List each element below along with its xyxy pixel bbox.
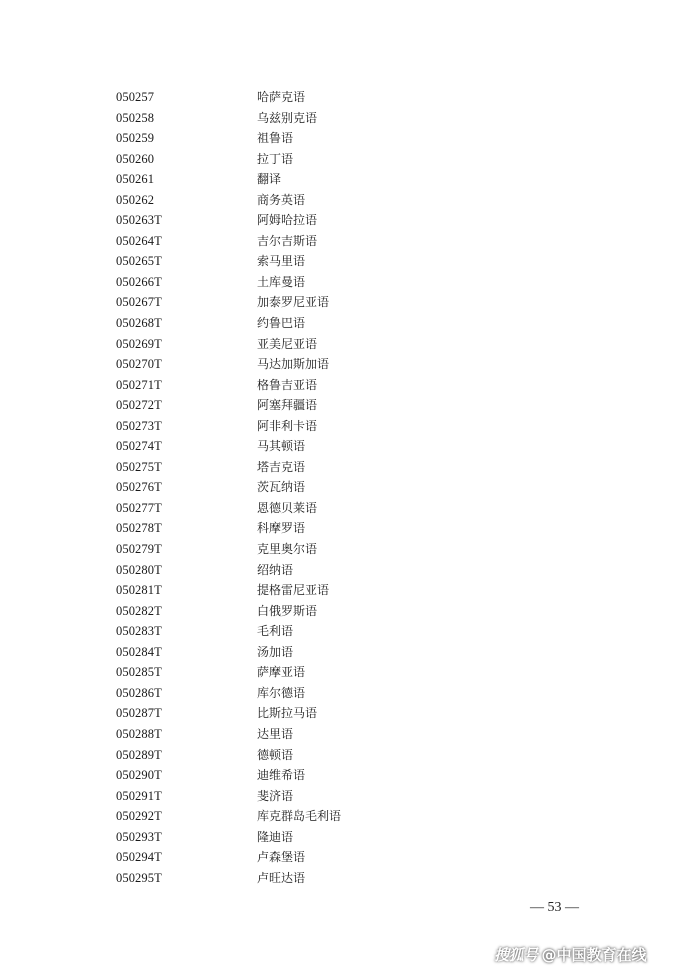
watermark [494,944,647,965]
major-code: 050262 [116,192,155,207]
list-item [0,190,690,211]
major-name: 亚美尼亚语 [257,336,318,351]
major-name: 阿姆哈拉语 [257,213,318,228]
major-code: 050260 [116,151,155,166]
major-code: 050265T [116,254,162,269]
major-name: 茨瓦纳语 [257,480,306,495]
list-item [0,108,690,129]
list-item [0,683,690,704]
major-name: 提格雷尼亚语 [257,583,330,598]
major-code: 050289T [116,747,162,762]
major-name: 科摩罗语 [257,521,306,536]
major-code: 050292T [116,809,162,824]
major-code: 050293T [116,829,162,844]
major-code: 050285T [116,665,162,680]
major-code: 050272T [116,398,162,413]
major-name: 克里奥尔语 [257,542,318,557]
major-name: 德顿语 [257,747,294,762]
list-item [0,786,690,807]
major-name: 塔吉克语 [257,459,306,474]
major-name: 卢森堡语 [257,850,306,865]
major-name: 迪维希语 [257,768,306,783]
major-name: 商务英语 [257,192,306,207]
list-item [0,827,690,848]
major-name: 哈萨克语 [257,90,306,104]
major-name: 卢旺达语 [257,870,306,885]
major-code: 050278T [116,521,162,536]
list-item [0,724,690,745]
major-code: 050257 [116,90,155,104]
major-code: 050286T [116,685,162,700]
major-code: 050261 [116,172,155,187]
major-code: 050259 [116,131,155,146]
major-code: 050271T [116,377,162,392]
major-code-list [0,87,690,888]
list-item [0,498,690,519]
list-item [0,539,690,560]
major-code: 050280T [116,562,162,577]
watermark-logo: 搜狐号 [494,946,538,964]
major-code: 050279T [116,542,162,557]
major-name: 毛利语 [257,624,294,639]
major-name: 库克群岛毛利语 [257,809,342,824]
list-item [0,662,690,683]
major-code: 050294T [116,850,162,865]
list-item [0,334,690,355]
major-code: 050283T [116,624,162,639]
major-code: 050266T [116,274,162,289]
list-item [0,765,690,786]
major-name: 比斯拉马语 [257,706,318,721]
major-name: 马其顿语 [257,439,306,454]
major-name: 加泰罗尼亚语 [257,295,330,310]
major-name: 白俄罗斯语 [257,603,318,618]
list-item [0,128,690,149]
list-item [0,518,690,539]
list-item [0,292,690,313]
major-name: 斐济语 [257,788,294,803]
major-name: 祖鲁语 [257,131,294,146]
list-item [0,210,690,231]
list-item [0,457,690,478]
major-code: 050281T [116,583,162,598]
major-code: 050295T [116,870,162,885]
list-item [0,395,690,416]
list-item [0,580,690,601]
major-name: 马达加斯加语 [257,357,330,372]
list-item [0,621,690,642]
list-item [0,745,690,766]
major-name: 拉丁语 [257,151,294,166]
major-name: 乌兹别克语 [257,110,318,125]
major-code: 050267T [116,295,162,310]
major-code: 050276T [116,480,162,495]
major-code: 050291T [116,788,162,803]
list-item [0,560,690,581]
list-item [0,806,690,827]
major-code: 050284T [116,644,162,659]
major-code: 050287T [116,706,162,721]
list-item [0,703,690,724]
major-name: 索马里语 [257,254,306,269]
list-item [0,272,690,293]
major-name: 萨摩亚语 [257,665,306,680]
major-name: 汤加语 [257,644,294,659]
list-item [0,601,690,622]
major-name: 隆迪语 [257,829,294,844]
list-item [0,375,690,396]
major-code: 050282T [116,603,162,618]
major-code: 050273T [116,418,162,433]
watermark-text: @中国教育在线 [541,946,647,964]
list-item [0,87,690,108]
list-item [0,847,690,868]
major-code: 050277T [116,500,162,515]
list-item [0,354,690,375]
list-item [0,436,690,457]
major-code: 050268T [116,316,162,331]
major-code: 050264T [116,233,162,248]
major-code: 050263T [116,213,162,228]
list-item [0,416,690,437]
list-item [0,149,690,170]
major-code: 050269T [116,336,162,351]
major-code: 050288T [116,726,162,741]
major-name: 恩德贝莱语 [257,500,318,515]
major-name: 阿塞拜疆语 [257,398,318,413]
list-item [0,251,690,272]
major-name: 格鲁吉亚语 [257,377,318,392]
major-code: 050270T [116,357,162,372]
major-code: 050275T [116,459,162,474]
major-name: 达里语 [257,726,294,741]
major-code: 050290T [116,768,162,783]
major-name: 约鲁巴语 [257,316,306,331]
list-item [0,169,690,190]
list-item [0,477,690,498]
list-item [0,868,690,889]
list-item [0,642,690,663]
major-name: 翻译 [257,172,282,187]
major-code: 050258 [116,110,155,125]
major-name: 库尔德语 [257,685,306,700]
major-name: 阿非利卡语 [257,418,318,433]
page-number: — 53 — [530,900,579,915]
list-item [0,313,690,334]
major-name: 绍纳语 [257,562,294,577]
major-code: 050274T [116,439,162,454]
major-name: 吉尔吉斯语 [257,233,318,248]
major-name: 土库曼语 [257,274,306,289]
list-item [0,231,690,252]
